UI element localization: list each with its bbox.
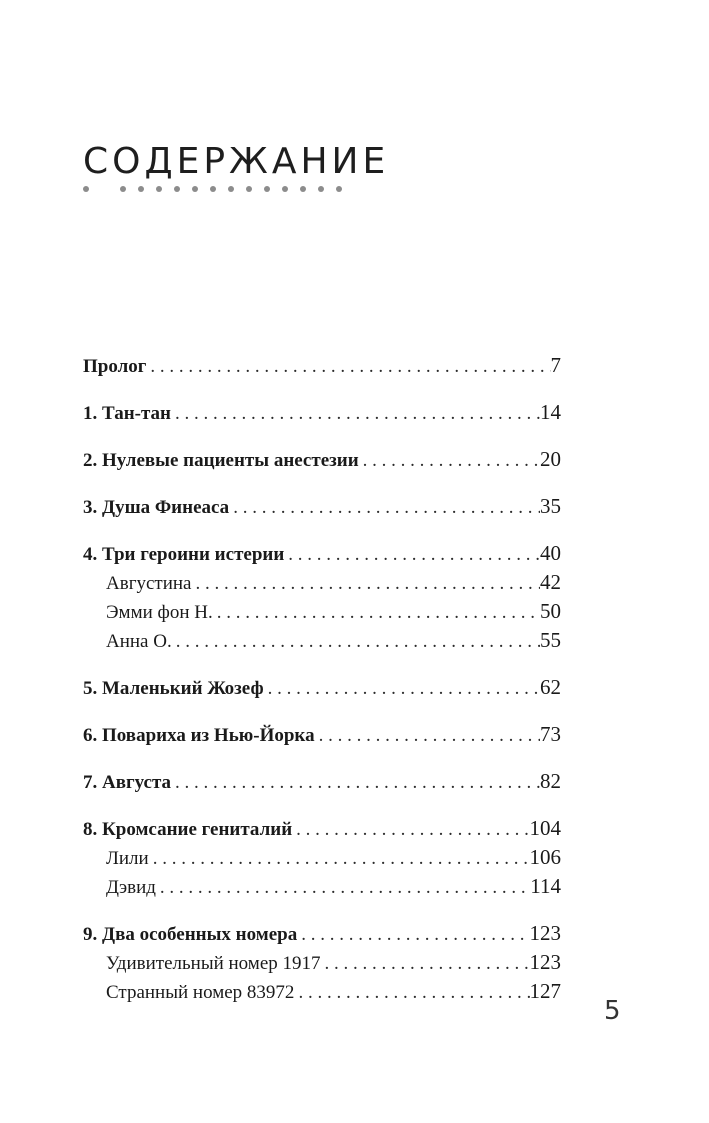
toc-entry-title: 5. Маленький Жозеф — [83, 678, 264, 699]
toc-entry-title: 9. Два особенных номера — [83, 924, 298, 945]
toc-entry-title: Августина — [106, 573, 192, 594]
divider-dot — [246, 186, 252, 192]
toc-entry-title: 1. Тан-тан — [83, 403, 171, 424]
dot-leader — [192, 569, 541, 598]
dot-leader — [149, 844, 530, 873]
dot-leader — [171, 768, 540, 797]
toc-entry-title: 7. Августа — [83, 772, 172, 793]
toc-subentry-david[interactable] — [83, 872, 561, 901]
toc-entry-page: 42 — [540, 570, 561, 594]
toc-subentry-avgustina[interactable] — [83, 568, 561, 597]
toc-entry-page: 114 — [530, 874, 561, 898]
dot-leader — [146, 352, 550, 381]
toc-entry-page: 123 — [529, 921, 561, 945]
divider-dot — [83, 186, 89, 192]
dot-leader — [284, 540, 540, 569]
toc-entry-page: 35 — [540, 494, 561, 518]
divider-dot — [228, 186, 234, 192]
toc-entry-chapter-3[interactable] — [83, 492, 561, 521]
dot-leader — [315, 721, 540, 750]
toc-entry-prologue[interactable] — [83, 351, 561, 380]
toc-entry-title: Удивительный номер 1917 — [106, 953, 321, 974]
toc-entry-page: 20 — [540, 447, 561, 471]
toc-entry-page: 7 — [550, 353, 561, 377]
dot-leader — [156, 873, 530, 902]
divider-dot — [210, 186, 216, 192]
toc-entry-title: Эмми фон Н. — [106, 602, 213, 623]
toc-entry-chapter-1[interactable] — [83, 398, 561, 427]
toc-entry-title: Лили — [106, 848, 149, 869]
divider-dot — [174, 186, 180, 192]
dot-leader — [264, 674, 540, 703]
toc-entry-page: 73 — [540, 722, 561, 746]
toc-entry-chapter-6[interactable] — [83, 720, 561, 749]
divider-dot — [120, 186, 126, 192]
dot-leader — [294, 978, 529, 1007]
toc-subentry-lili[interactable] — [83, 843, 561, 872]
toc-entry-title: Анна О. — [106, 631, 172, 652]
dot-leader — [359, 446, 540, 475]
toc-entry-page: 127 — [529, 979, 561, 1003]
toc-entry-chapter-5[interactable] — [83, 673, 561, 702]
dot-leader — [171, 399, 540, 428]
toc-entry-chapter-9[interactable] — [83, 919, 561, 948]
table-of-contents — [83, 351, 561, 1006]
toc-entry-title: 6. Повариха из Нью-Йорка — [83, 725, 315, 746]
toc-entry-page: 50 — [540, 599, 561, 623]
toc-subentry-number-83972[interactable] — [83, 977, 561, 1006]
toc-subentry-anna[interactable] — [83, 626, 561, 655]
toc-entry-chapter-4[interactable] — [83, 539, 561, 568]
toc-entry-page: 123 — [529, 950, 561, 974]
toc-entry-title: Странный номер 83972 — [106, 982, 295, 1003]
toc-entry-title: 2. Нулевые пациенты анестезии — [83, 450, 359, 471]
divider-dot — [264, 186, 270, 192]
toc-entry-page: 106 — [529, 845, 561, 869]
toc-entry-title: Пролог — [83, 356, 147, 377]
dot-leader — [292, 815, 529, 844]
toc-entry-page: 14 — [540, 400, 561, 424]
toc-entry-title: 8. Кромсание гениталий — [83, 819, 293, 840]
toc-entry-title: 4. Три героини истерии — [83, 544, 285, 565]
divider-dot — [300, 186, 306, 192]
toc-entry-page: 40 — [540, 541, 561, 565]
page-number: 5 — [604, 996, 621, 1026]
divider-dot — [318, 186, 324, 192]
dot-leader — [213, 598, 540, 627]
divider-dot — [138, 186, 144, 192]
page-title: СОДЕРЖАНИЕ — [83, 141, 390, 182]
toc-subentry-emmi[interactable] — [83, 597, 561, 626]
toc-entry-page: 82 — [540, 769, 561, 793]
dot-leader — [297, 920, 529, 949]
toc-entry-page: 55 — [540, 628, 561, 652]
dot-leader — [172, 627, 540, 656]
divider-dot — [336, 186, 342, 192]
divider-dot — [156, 186, 162, 192]
dot-leader — [321, 949, 530, 978]
toc-entry-title: 3. Душа Финеаса — [83, 497, 230, 518]
toc-entry-chapter-8[interactable] — [83, 814, 561, 843]
toc-entry-title: Дэвид — [106, 877, 156, 898]
divider-dot — [192, 186, 198, 192]
dot-leader — [229, 493, 540, 522]
toc-entry-chapter-7[interactable] — [83, 767, 561, 796]
toc-subentry-number-1917[interactable] — [83, 948, 561, 977]
toc-entry-chapter-2[interactable] — [83, 445, 561, 474]
divider-dot — [282, 186, 288, 192]
toc-entry-page: 62 — [540, 675, 561, 699]
toc-entry-page: 104 — [529, 816, 561, 840]
